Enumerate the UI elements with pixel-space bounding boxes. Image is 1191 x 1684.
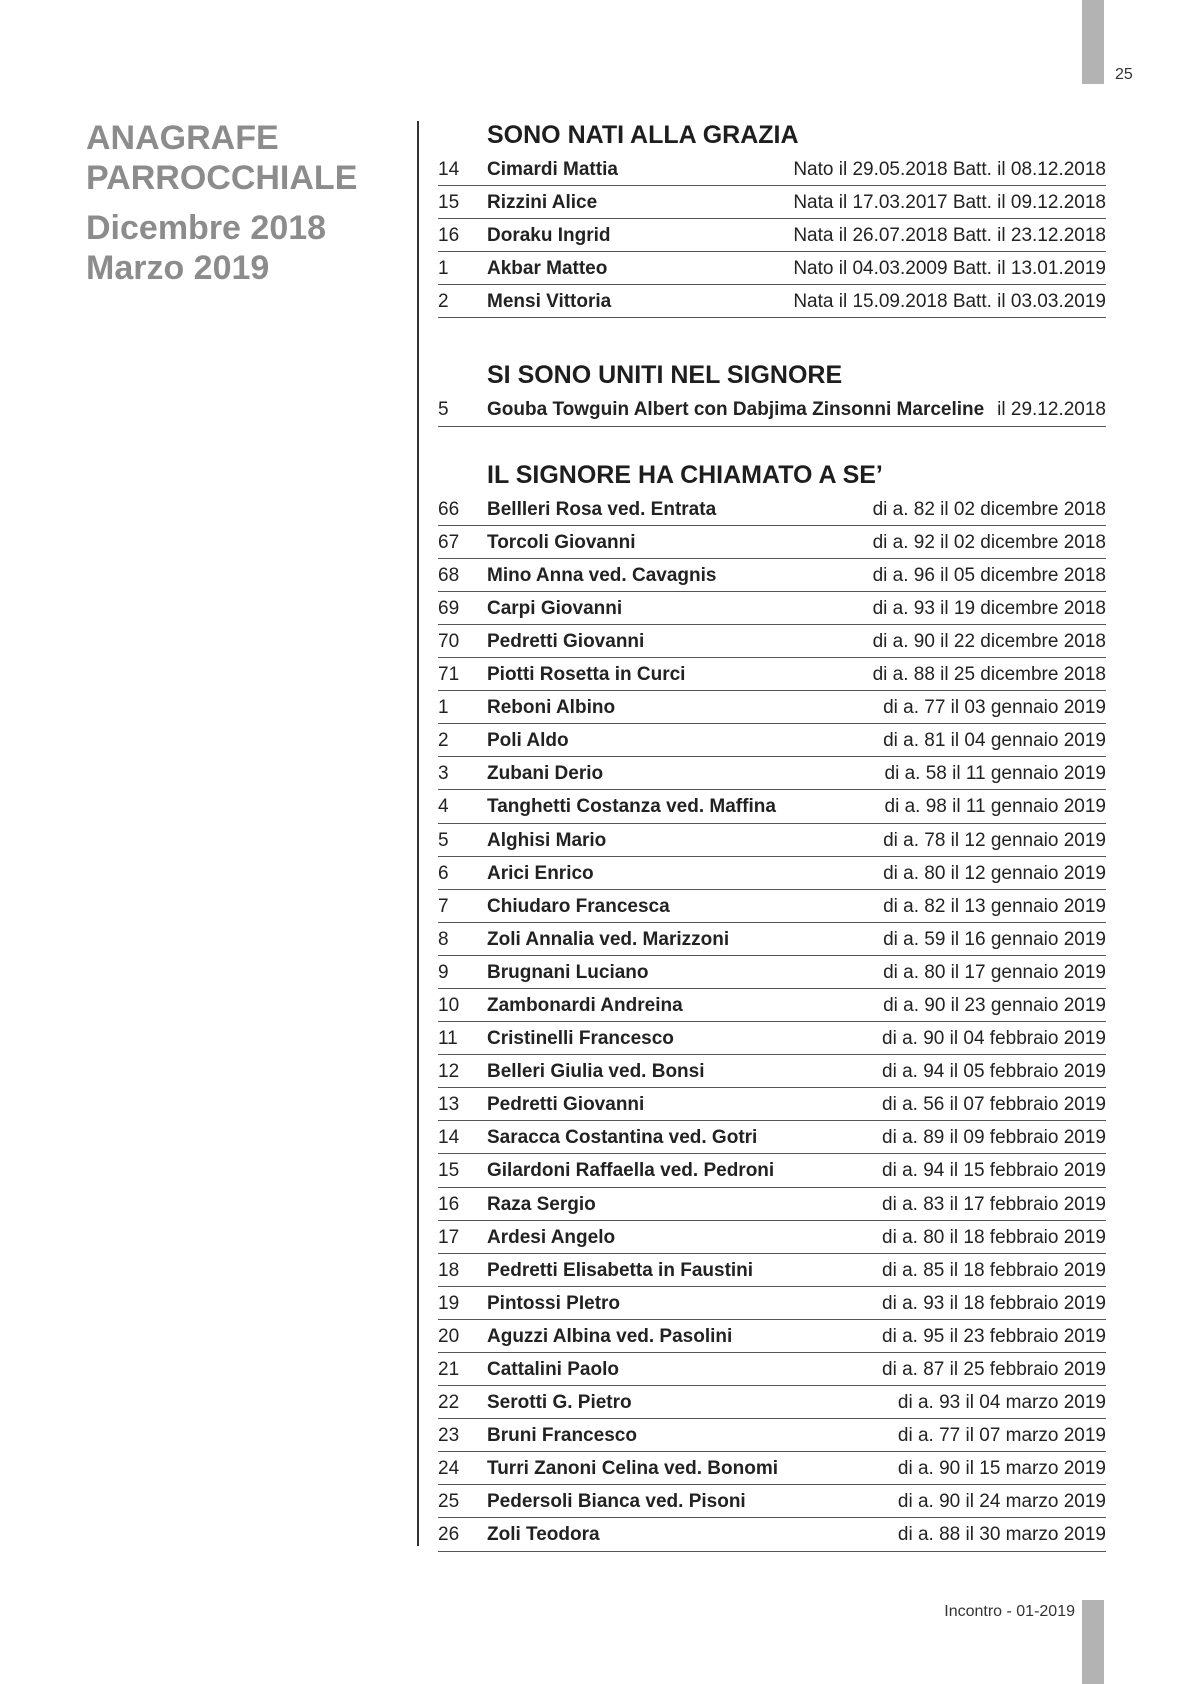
entry-details: di a. 96 il 05 dicembre 2018: [872, 564, 1106, 586]
list-item: [438, 493, 1106, 526]
entry-number: 19: [438, 1292, 460, 1314]
list-item: [438, 724, 1106, 757]
entry-details: di a. 87 il 25 febbraio 2019: [882, 1359, 1106, 1380]
entry-details: di a. 93 il 19 dicembre 2018: [872, 597, 1106, 619]
entry-number: 2: [438, 291, 449, 313]
entry-details: Nata il 17.03.2017 Batt. il 09.12.2018: [793, 192, 1106, 214]
entry-name: Pintossi PIetro: [487, 1292, 621, 1314]
list-item: [438, 1022, 1106, 1055]
entry-name: Bruni Francesco: [487, 1425, 637, 1447]
entry-details: di a. 83 il 17 febbraio 2019: [882, 1193, 1106, 1215]
entry-name: Raza Sergio: [487, 1193, 596, 1215]
entry-details: di a. 82 il 13 gennaio 2019: [883, 895, 1106, 917]
births-heading: SONO NATI ALLA GRAZIA: [487, 121, 799, 149]
list-item: [438, 252, 1106, 285]
entry-number: 14: [438, 1127, 460, 1149]
entry-number: 67: [438, 531, 460, 553]
entry-name: Saracca Costantina ved. Gotri: [487, 1127, 758, 1149]
entry-number: 1: [438, 258, 449, 280]
footer-issue: Incontro - 01-2019: [944, 1603, 1075, 1620]
entry-details: di a. 93 il 04 marzo 2019: [897, 1392, 1106, 1414]
list-item: [438, 757, 1106, 790]
entry-details: di a. 59 il 16 gennaio 2019: [883, 928, 1106, 950]
entry-number: 7: [438, 895, 449, 917]
entry-details: di a. 77 il 03 gennaio 2019: [883, 697, 1106, 719]
list-item: [438, 1055, 1106, 1088]
entry-details: di a. 80 il 12 gennaio 2019: [883, 862, 1106, 884]
entry-name: Cristinelli Francesco: [487, 1028, 674, 1050]
entry-details: di a. 88 il 30 marzo 2019: [897, 1524, 1106, 1546]
entry-details: Nata il 15.09.2018 Batt. il 03.03.2019: [793, 291, 1106, 313]
list-item: [438, 1452, 1106, 1485]
entry-number: 14: [438, 159, 460, 180]
entry-name: Zoli Teodora: [487, 1524, 600, 1546]
entry-details: di a. 89 il 09 febbraio 2019: [882, 1127, 1106, 1149]
entry-number: 71: [438, 664, 460, 686]
entry-number: 68: [438, 564, 460, 586]
list-item: [438, 1154, 1106, 1187]
entry-details: di a. 58 il 11 gennaio 2019: [884, 763, 1106, 785]
entry-details: il 29.12.2018: [997, 399, 1106, 421]
deaths-heading: IL SIGNORE HA CHIAMATO A SE’: [487, 460, 883, 489]
entry-details: di a. 90 il 04 febbraio 2019: [882, 1028, 1106, 1050]
entry-number: 18: [438, 1259, 460, 1281]
entry-name: Chiudaro Francesca: [487, 895, 670, 917]
entry-name: Zoli Annalia ved. Marizzoni: [487, 928, 730, 950]
entry-details: di a. 81 il 04 gennaio 2019: [883, 730, 1106, 752]
entry-number: 11: [438, 1028, 458, 1050]
entry-name: Gilardoni Raffaella ved. Pedroni: [487, 1160, 775, 1182]
list-item: [438, 559, 1106, 592]
list-item: [438, 824, 1106, 857]
entry-details: di a. 56 il 07 febbraio 2019: [882, 1094, 1106, 1116]
entry-name: Bellleri Rosa ved. Entrata: [487, 498, 717, 520]
list-item: [438, 1088, 1106, 1121]
list-item: [438, 1188, 1106, 1221]
entry-details: di a. 85 il 18 febbraio 2019: [882, 1259, 1106, 1281]
list-item: [438, 658, 1106, 691]
entry-details: Nata il 26.07.2018 Batt. il 23.12.2018: [793, 225, 1106, 247]
entry-details: di a. 94 il 05 febbraio 2019: [882, 1061, 1106, 1083]
entry-number: 6: [438, 862, 449, 884]
entry-number: 10: [438, 994, 460, 1016]
entry-details: Nato il 29.05.2018 Batt. il 08.12.2018: [793, 159, 1106, 180]
list-item: [438, 1320, 1106, 1353]
entry-name: Doraku Ingrid: [487, 225, 611, 247]
entry-name: Zambonardi Andreina: [487, 994, 683, 1016]
entry-number: 24: [438, 1458, 460, 1480]
entry-name: Arici Enrico: [487, 862, 594, 884]
entry-number: 5: [438, 829, 449, 851]
list-item: [438, 153, 1106, 186]
registry-content: [438, 117, 1106, 1552]
entry-name: Belleri Giulia ved. Bonsi: [487, 1061, 705, 1083]
entry-number: 20: [438, 1325, 460, 1347]
entry-details: di a. 80 il 18 febbraio 2019: [882, 1226, 1106, 1248]
entry-details: di a. 90 il 22 dicembre 2018: [872, 630, 1106, 652]
entry-name: Tanghetti Costanza ved. Maffina: [487, 796, 776, 818]
entry-number: 25: [438, 1491, 460, 1513]
entry-details: di a. 82 il 02 dicembre 2018: [872, 498, 1106, 520]
entry-name: Aguzzi Albina ved. Pasolini: [487, 1325, 733, 1347]
list-item: [438, 186, 1106, 219]
entry-name: Alghisi Mario: [487, 829, 607, 851]
entry-name: Turri Zanoni Celina ved. Bonomi: [487, 1458, 779, 1480]
entry-name: Rizzini Alice: [487, 192, 598, 214]
entry-number: 70: [438, 630, 460, 652]
list-item: [438, 1518, 1106, 1551]
entry-details: di a. 98 il 11 gennaio 2019: [884, 796, 1106, 818]
entry-name: Gouba Towguin Albert con Dabjima Zinsonni Marceline: [487, 399, 985, 421]
entry-number: 23: [438, 1425, 460, 1447]
entry-name: Ardesi Angelo: [487, 1226, 616, 1248]
list-item: [438, 790, 1106, 823]
entry-number: 2: [438, 730, 449, 752]
entry-number: 12: [438, 1061, 460, 1083]
list-item: [438, 691, 1106, 724]
entry-number: 16: [438, 1193, 460, 1215]
title-line-2: PARROCCHIALE: [86, 159, 358, 197]
list-item: [438, 1121, 1106, 1154]
entry-name: Serotti G. Pietro: [487, 1392, 632, 1414]
list-item: [438, 857, 1106, 890]
list-item: [438, 1386, 1106, 1419]
list-item: [438, 592, 1106, 625]
entry-details: di a. 77 il 07 marzo 2019: [897, 1425, 1106, 1447]
entry-name: Reboni Albino: [487, 697, 616, 719]
entry-details: di a. 95 il 23 febbraio 2019: [882, 1325, 1106, 1347]
page-edge-tab-bottom: [1082, 1600, 1104, 1684]
entry-name: Cattalini Paolo: [487, 1359, 619, 1380]
entry-name: Carpi Giovanni: [487, 597, 623, 619]
entry-details: di a. 90 il 23 gennaio 2019: [883, 994, 1106, 1016]
entry-name: Cimardi Mattia: [487, 159, 618, 180]
list-item: [438, 219, 1106, 252]
list-item: [438, 923, 1106, 956]
page-number: 25: [1115, 66, 1133, 83]
title-line-1: ANAGRAFE: [86, 119, 279, 157]
list-item: [438, 1353, 1106, 1386]
list-item: [438, 1485, 1106, 1518]
entry-number: 16: [438, 225, 460, 247]
list-item: [438, 1254, 1106, 1287]
list-item: [438, 393, 1106, 426]
entry-number: 21: [438, 1359, 460, 1380]
entry-number: 4: [438, 796, 449, 818]
sidebar-title: [86, 118, 386, 288]
entry-number: 69: [438, 597, 460, 619]
period-line-2: Marzo 2019: [86, 249, 270, 287]
entry-details: di a. 90 il 15 marzo 2019: [897, 1458, 1106, 1480]
list-item: [438, 1419, 1106, 1452]
list-item: [438, 890, 1106, 923]
entry-number: 26: [438, 1524, 460, 1546]
entry-number: 5: [438, 399, 449, 421]
entry-number: 3: [438, 763, 449, 785]
list-item: [438, 625, 1106, 658]
entry-name: Torcoli Giovanni: [487, 531, 636, 553]
column-divider: [417, 121, 419, 1546]
entry-name: Brugnani Luciano: [487, 961, 649, 983]
entry-name: Mino Anna ved. Cavagnis: [487, 564, 717, 586]
births-list: [438, 153, 1106, 318]
entry-details: di a. 94 il 15 febbraio 2019: [882, 1160, 1106, 1182]
entry-name: Pedretti Giovanni: [487, 630, 645, 652]
entry-name: Zubani Derio: [487, 763, 604, 785]
page-edge-tab-top: [1082, 0, 1104, 84]
entry-details: di a. 78 il 12 gennaio 2019: [883, 829, 1106, 851]
entry-number: 9: [438, 961, 449, 983]
deaths-list: [438, 493, 1106, 1552]
entry-number: 15: [438, 192, 460, 214]
entry-number: 22: [438, 1392, 460, 1414]
entry-details: di a. 93 il 18 febbraio 2019: [882, 1292, 1106, 1314]
list-item: [438, 956, 1106, 989]
entry-details: di a. 90 il 24 marzo 2019: [897, 1491, 1106, 1513]
marriages-list: [438, 393, 1106, 426]
entry-name: Mensi Vittoria: [487, 291, 612, 313]
entry-name: Akbar Matteo: [487, 258, 608, 280]
list-item: [438, 1221, 1106, 1254]
period-line-1: Dicembre 2018: [86, 209, 327, 247]
entry-number: 13: [438, 1094, 460, 1116]
marriages-heading: SI SONO UNITI NEL SIGNORE: [487, 361, 843, 390]
entry-number: 66: [438, 498, 460, 520]
entry-details: di a. 80 il 17 gennaio 2019: [883, 961, 1106, 983]
entry-details: di a. 92 il 02 dicembre 2018: [872, 531, 1106, 553]
entry-name: Pedretti Giovanni: [487, 1094, 645, 1116]
list-item: [438, 285, 1106, 318]
list-item: [438, 526, 1106, 559]
entry-name: Piotti Rosetta in Curci: [487, 664, 686, 686]
entry-name: Pedretti Elisabetta in Faustini: [487, 1259, 754, 1281]
entry-number: 8: [438, 928, 449, 950]
entry-name: Poli Aldo: [487, 730, 569, 752]
entry-number: 15: [438, 1160, 460, 1182]
entry-name: Pedersoli Bianca ved. Pisoni: [487, 1491, 746, 1513]
entry-number: 17: [438, 1226, 460, 1248]
entry-details: Nato il 04.03.2009 Batt. il 13.01.2019: [793, 258, 1106, 280]
list-item: [438, 989, 1106, 1022]
list-item: [438, 1287, 1106, 1320]
entry-number: 1: [438, 697, 449, 719]
entry-details: di a. 88 il 25 dicembre 2018: [872, 664, 1106, 686]
